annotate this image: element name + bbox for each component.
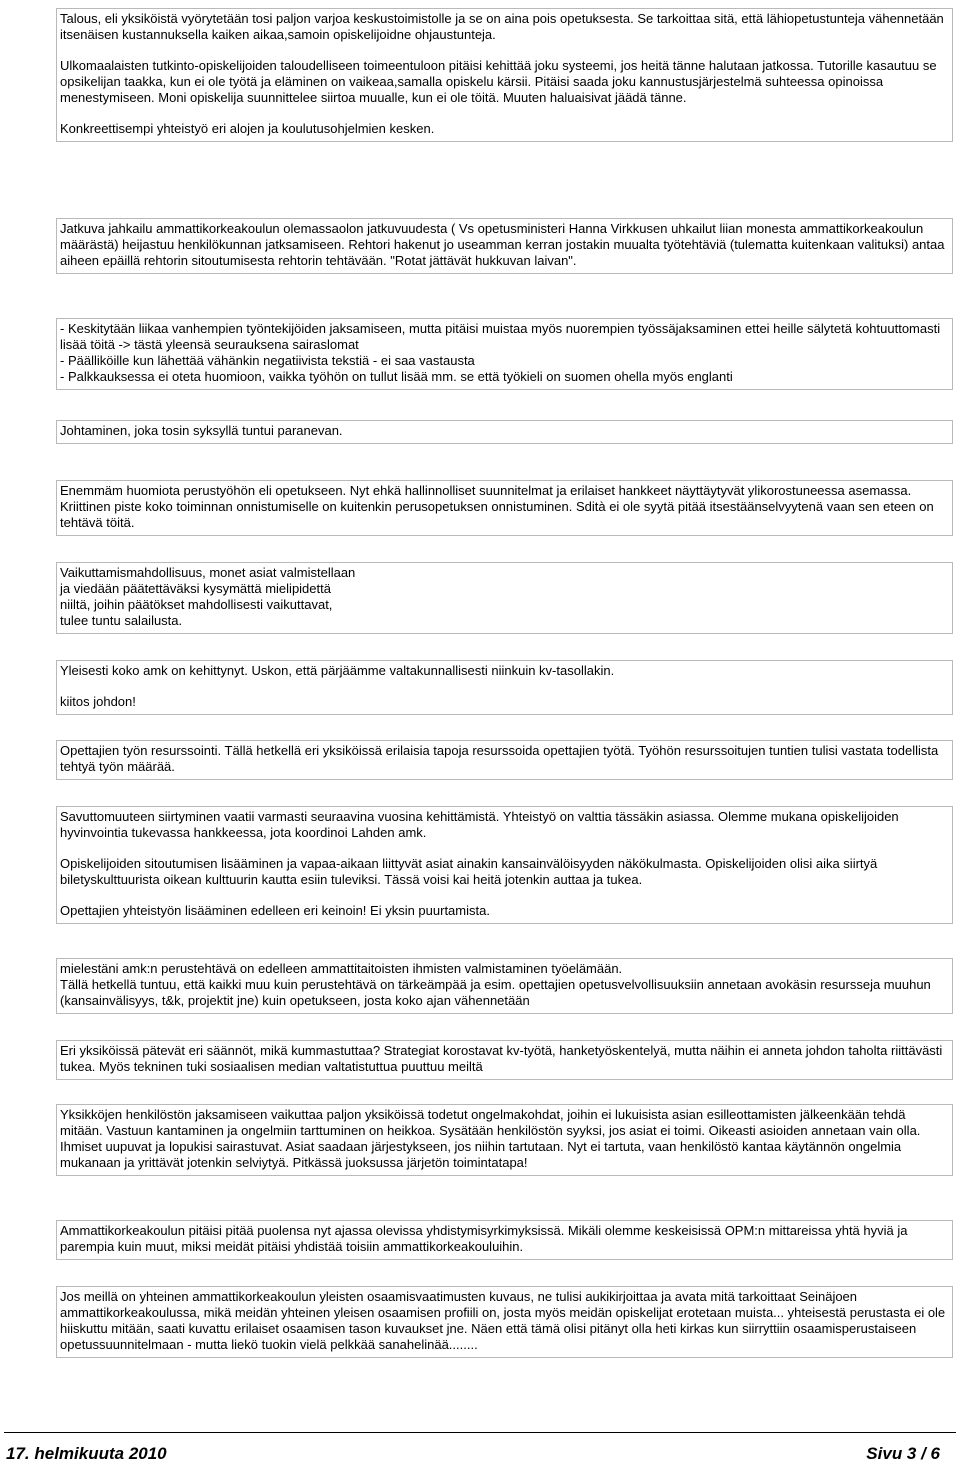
response-text: Yksikköjen henkilöstön jaksamiseen vaikuttaa paljon yksiköissä todetut ongelmakohdat, joihin ei lukuisista asian esilleottamisten jälkeenkään tehdä mitään. Vastuun kantaminen ja ongelmiin tarttuminen on heikkoa. Sysätään henkilöstön syyksi, jos asiat ei toimi. Oikeasti asioiden annetaan vain olla. Ihmiset uupuvat ja lopukisi sairastuvat. Asiat saadaan järjestykseen, jos niihin tartutaan. Nyt ei tartuta, vaan henkilöstö kantaa käytännön ongelmia mukanaan ja yrittävät jotenkin selviytyä. Pitkässä juoksussa järjetön toimintatapa!	[60, 1107, 921, 1170]
response-text: Talous, eli yksiköistä vyörytetään tosi paljon varjoa keskustoimistolle ja se on aina pois opetuksesta. Se tarkoittaa sitä, että lähiopetustunteja vähennetään itsenäisen kustannuksella kaiken aikaa,samoin opiskelijoidne ohjaustunteja.	[60, 11, 944, 42]
response-text: Opettajien työn resurssointi. Tällä hetkellä eri yksiköissä erilaisia tapoja resurssoida opettajien työtä. Työhön resurssoitujen tuntien tulisi vastata todellista tehtyä työn määrää.	[60, 743, 939, 774]
response-box	[56, 958, 953, 1014]
response-box	[56, 420, 953, 444]
response-text: Yleisesti koko amk on kehittynyt. Uskon, että pärjäämme valtakunnallisesti niinkuin kv-tasollakin.	[60, 663, 615, 678]
footer-divider	[4, 1432, 956, 1433]
response-box	[56, 480, 953, 536]
response-text: Savuttomuuteen siirtyminen vaatii varmasti seuraavina vuosina kehittämistä. Yhteistyö on valttia tässäkin asiassa. Olemme mukana opiskelijoiden hyvinvointia tukevassa hankkeessa, jota koordinoi Lahden amk.	[60, 809, 899, 840]
response-box	[56, 806, 953, 924]
response-text: Johtaminen, joka tosin syksyllä tuntui paranevan.	[60, 423, 343, 438]
response-text: Konkreettisempi yhteistyö eri alojen ja koulutusohjelmien kesken.	[60, 121, 435, 136]
response-box	[56, 1286, 953, 1358]
response-box	[56, 318, 953, 390]
response-text: Ammattikorkeakoulun pitäisi pitää puolensa nyt ajassa olevissa yhdistymisyrkimyksissä. Mikäli olemme keskeisissä OPM:n mittareissa yhtä hyviä ja parempia kuin muut, miksi meidät pitäisi yhdistää toisiin ammattikorkeakouluihin.	[60, 1223, 908, 1254]
response-box	[56, 1220, 953, 1260]
response-text: Jatkuva jahkailu ammattikorkeakoulun olemassaolon jatkuvuudesta ( Vs opetusministeri Hanna Virkkusen uhkailut liian monesta ammattikorkeakoulun määrästä) heijastuu henkilökunnan jatksamiseen. Rehtori hakenut jo useamman kerran jostakin muualta työtehtäviä (tulematta kuitenkaan valituksi) antaa aiheen epäillä rehtorin sitoutumisesta rehtorin tehtävään. "Rotat jättävät hukkuvan laivan".	[60, 221, 945, 268]
response-box	[56, 562, 953, 634]
response-box	[56, 8, 953, 142]
response-text: Opiskelijoiden sitoutumisen lisääminen ja vapaa-aikaan liittyvät asiat ainakin kansainvälöisyyden näkökulmasta. Opiskelijoiden olisi aika siirtyä biletyskulttuurista oikean kulttuurin kautta esiin tuleviksi. Tässä voisi kai heitä jotenkin auttaa ja tukea.	[60, 856, 878, 887]
response-box	[56, 660, 953, 715]
response-box	[56, 1040, 953, 1080]
response-text: Jos meillä on yhteinen ammattikorkeakoulun yleisten osaamisvaatimusten kuvaus, ne tulisi aukikirjoittaa ja avata mitä tarkoittaat Seinäjoen ammattikorkeakoulussa, mikä meidän yhteinen yleisen osaamisen profiili on, josta myös meidän opiskelijat erotetaan muista... yhteisestä perustasta ei ole hiiskuttu mitään, saati kuvattu erilaiset osaamisen tason kuvaukset jne. Näen että tämä olisi pitänyt olla heti kirkas kun siirryttiin osaamisperustaiseen opetussuunnitelmaan - mutta liekö tuokin vielä pelkkää sanahelinää........	[60, 1289, 946, 1352]
response-text: Enemmäm huomiota perustyöhön eli opetukseen. Nyt ehkä hallinnolliset suunnitelmat ja erilaiset hankkeet näyttäytyvät ylikorostuneessa asemassa. Kriittinen piste koko toiminnan onnistumiselle on kuitenkin perusopetuksen onnistuminen. Sdità ei ole syytä pitää itsestäänselvyytenä vaan sen eteen on tehtävä töitä.	[60, 483, 934, 530]
footer-date: 17. helmikuuta 2010	[6, 1444, 167, 1463]
response-box	[56, 740, 953, 780]
response-text: kiitos johdon!	[60, 694, 136, 709]
response-text: Vaikuttamismahdollisuus, monet asiat valmistellaan ja viedään päätettäväksi kysymättä mielipidettä niiltä, joihin päätökset mahdollisesti vaikuttavat, tulee tuntu salailusta.	[60, 565, 356, 628]
response-box	[56, 218, 953, 274]
footer-page-number: Sivu 3 / 6	[866, 1444, 940, 1463]
response-text: Eri yksiköissä pätevät eri säännöt, mikä kummastuttaa? Strategiat korostavat kv-työtä, hanketyöskentelyä, mutta näihin ei anneta johdon taholta riittävästi tukea. Myös tekninen tuki sosiaalisen median valtatistuttua puuttuu meiltä	[60, 1043, 943, 1074]
response-text: mielestäni amk:n perustehtävä on edelleen ammattitaitoisten ihmisten valmistaminen työelämään. Tällä hetkellä tuntuu, että kaikki muu kuin perustehtävä on tärkeämpää ja esim. opettajien opetusvelvollisuuksiin annetaan avokäsin resursseja muuhun (kansainvälisyys, t&k, projektit jne) kuin opetukseen, josta koko ajan vähennetään	[60, 961, 931, 1008]
response-text: - Keskitytään liikaa vanhempien työntekijöiden jaksamiseen, mutta pitäisi muistaa myös nuorempien työssäjaksaminen ettei heille sälytetä kohtuuttomasti lisää töitä -> tästä yleensä seurauksena sairaslomat - Päälliköille kun lähettää vähänkin negatiivista tekstiä - ei saa vastausta - Palkkauksessa ei oteta huomioon, vaikka työhön on tullut lisää mm. se että työkieli on suomen ohella myös englanti	[60, 321, 941, 384]
response-box	[56, 1104, 953, 1176]
response-text: Opettajien yhteistyön lisääminen edelleen eri keinoin! Ei yksin puurtamista.	[60, 903, 490, 918]
response-text: Ulkomaalaisten tutkinto-opiskelijoiden taloudelliseen toimeentuloon pitäisi kehittää joku systeemi, jos heitä tänne halutaan jatkossa. Tutorille kasautuu se opsikelijan taakka, kun ei ole työtä ja eläminen on vaikeaa,samalla opiskelu kärsii. Pitäisi saada joku kannustusjärjestelmä suhteessa opinoissa menestymiseen. Moni opiskelija suunnittelee siirtoa muualle, kun ei ole töitä. Muuten haluaisivat jäädä tänne.	[60, 58, 937, 105]
